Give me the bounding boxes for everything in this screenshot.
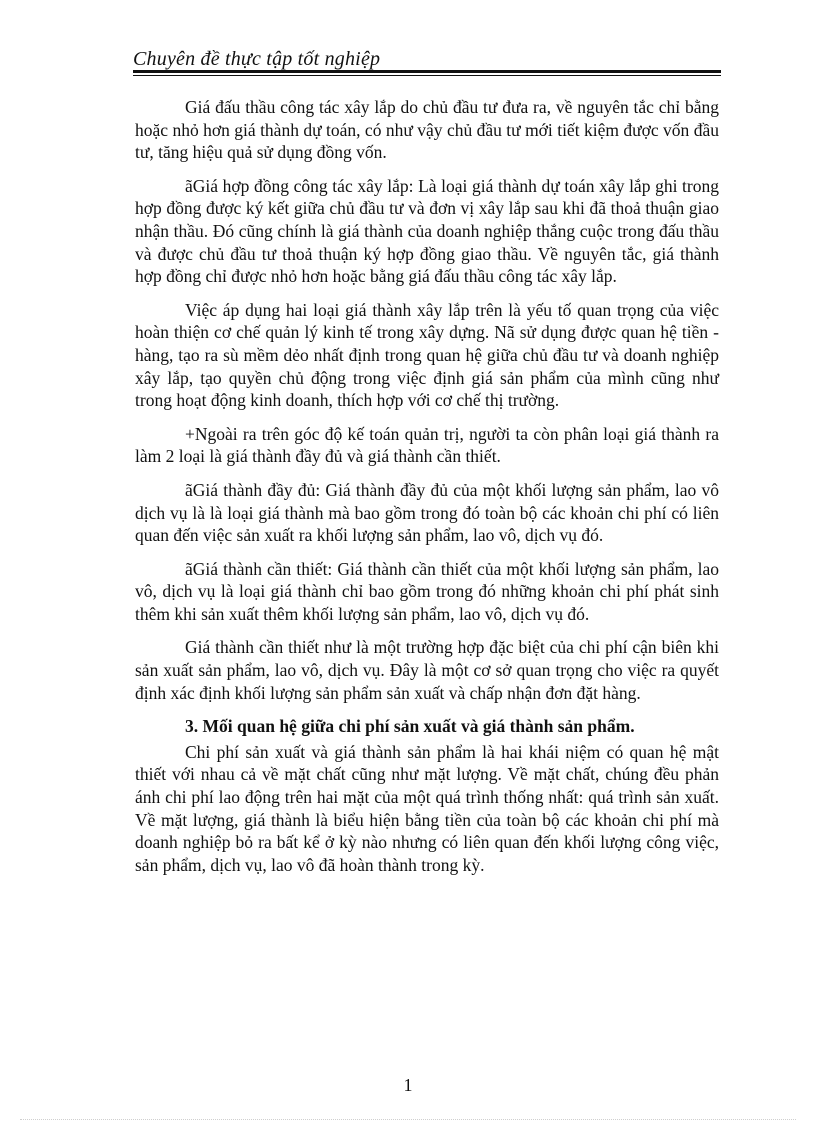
header-title: Chuyên đề thực tập tốt nghiệp bbox=[133, 48, 381, 70]
paragraph-contract-price: ãGiá hợp đồng công tác xây lắp: Là loại giá thành dự toán xây lắp ghi trong hợp đồng được ký kết giữa chủ đầu tư và đơn vị xây lắp sau khi đã thoả thuận giao nhận thầu. Đó cũng chính là giá thành của doanh nghiệp thắng cuộc trong đấu thầu và được chủ đầu tư thoả thuận ký hợp đồng giao thầu. Về nguyên tắc, giá thành hợp đồng chỉ được nhỏ hơn hoặc bằng giá đấu thầu công tác xây lắp. bbox=[135, 175, 719, 287]
page-bottom-edge bbox=[20, 1119, 796, 1120]
paragraph-marginal-cost: Giá thành cần thiết như là một trường hợp đặc biệt của chi phí cận biên khi sản xuất sản phẩm, lao vô, dịch vụ. Đây là một cơ sở quan trọng cho việc ra quyết định xác định khối lượng sản phẩm sản xuất và chấp nhận đơn đặt hàng. bbox=[135, 637, 719, 703]
page-number: 1 bbox=[403, 1075, 413, 1095]
page-header bbox=[133, 46, 721, 76]
header-rule-thin bbox=[133, 75, 721, 76]
document-body bbox=[135, 96, 719, 887]
header-rule-thick bbox=[133, 70, 721, 73]
paragraph-relationship: Chi phí sản xuất và giá thành sản phẩm là hai khái niệm có quan hệ mật thiết với nhau cả về mặt chất cũng như mặt lượng. Về mặt chất, chúng đều phản ánh chi phí lao động trên hai mặt của một quá trình thống nhất: quá trình sản xuất. Về mặt lượng, giá thành là biểu hiện bằng tiền của toàn bộ các khoản chi phí mà doanh nghiệp bỏ ra bất kể ở kỳ nào nhưng có liên quan đến khối lượng công việc, sản phẩm, dịch vụ, lao vô đã hoàn thành trong kỳ. bbox=[135, 741, 719, 875]
paragraph-full-cost: ãGiá thành đầy đủ: Giá thành đầy đủ của một khối lượng sản phẩm, lao vô dịch vụ là là loại giá thành mà bao gồm trong đó toàn bộ các khoản chi phí có liên quan đến việc sản xuất ra khối lượng sản phẩm, lao vô, dịch vụ đó. bbox=[135, 479, 719, 546]
paragraph-application: Việc áp dụng hai loại giá thành xây lắp trên là yếu tố quan trọng của việc hoàn thiện cơ chế quản lý kinh tế trong xây dựng. Nã sử dụng được quan hệ tiền - hàng, tạo ra sù mềm dẻo nhất định trong quan hệ giữa chủ đầu tư và doanh nghiệp xây lắp, tạo quyền chủ động trong việc định giá sản phẩm của mình cũng như trong hoạt động kinh doanh, thích hợp với cơ chế thị trường. bbox=[135, 299, 719, 411]
paragraph-management-accounting: +Ngoài ra trên góc độ kế toán quản trị, người ta còn phân loại giá thành ra làm 2 loại là giá thành đầy đủ và giá thành cần thiết. bbox=[135, 423, 719, 467]
section-heading: 3. Mối quan hệ giữa chi phí sản xuất và giá thành sản phẩm. bbox=[185, 716, 635, 737]
paragraph-necessary-cost: ãGiá thành cần thiết: Giá thành cần thiết của một khối lượng sản phẩm, lao vô, dịch vụ là loại giá thành chỉ bao gồm trong đó những khoản chi phí phát sinh thêm khi sản xuất thêm khối lượng sản phẩm, lao vô, dịch vụ đó. bbox=[135, 558, 719, 624]
paragraph-bid-price: Giá đấu thầu công tác xây lắp do chủ đầu tư đưa ra, về nguyên tắc chỉ bằng hoặc nhỏ hơn giá thành dự toán, có như vậy chủ đầu tư mới tiết kiệm được vốn đầu tư, tăng hiệu quả sử dụng đồng vốn. bbox=[135, 97, 719, 163]
